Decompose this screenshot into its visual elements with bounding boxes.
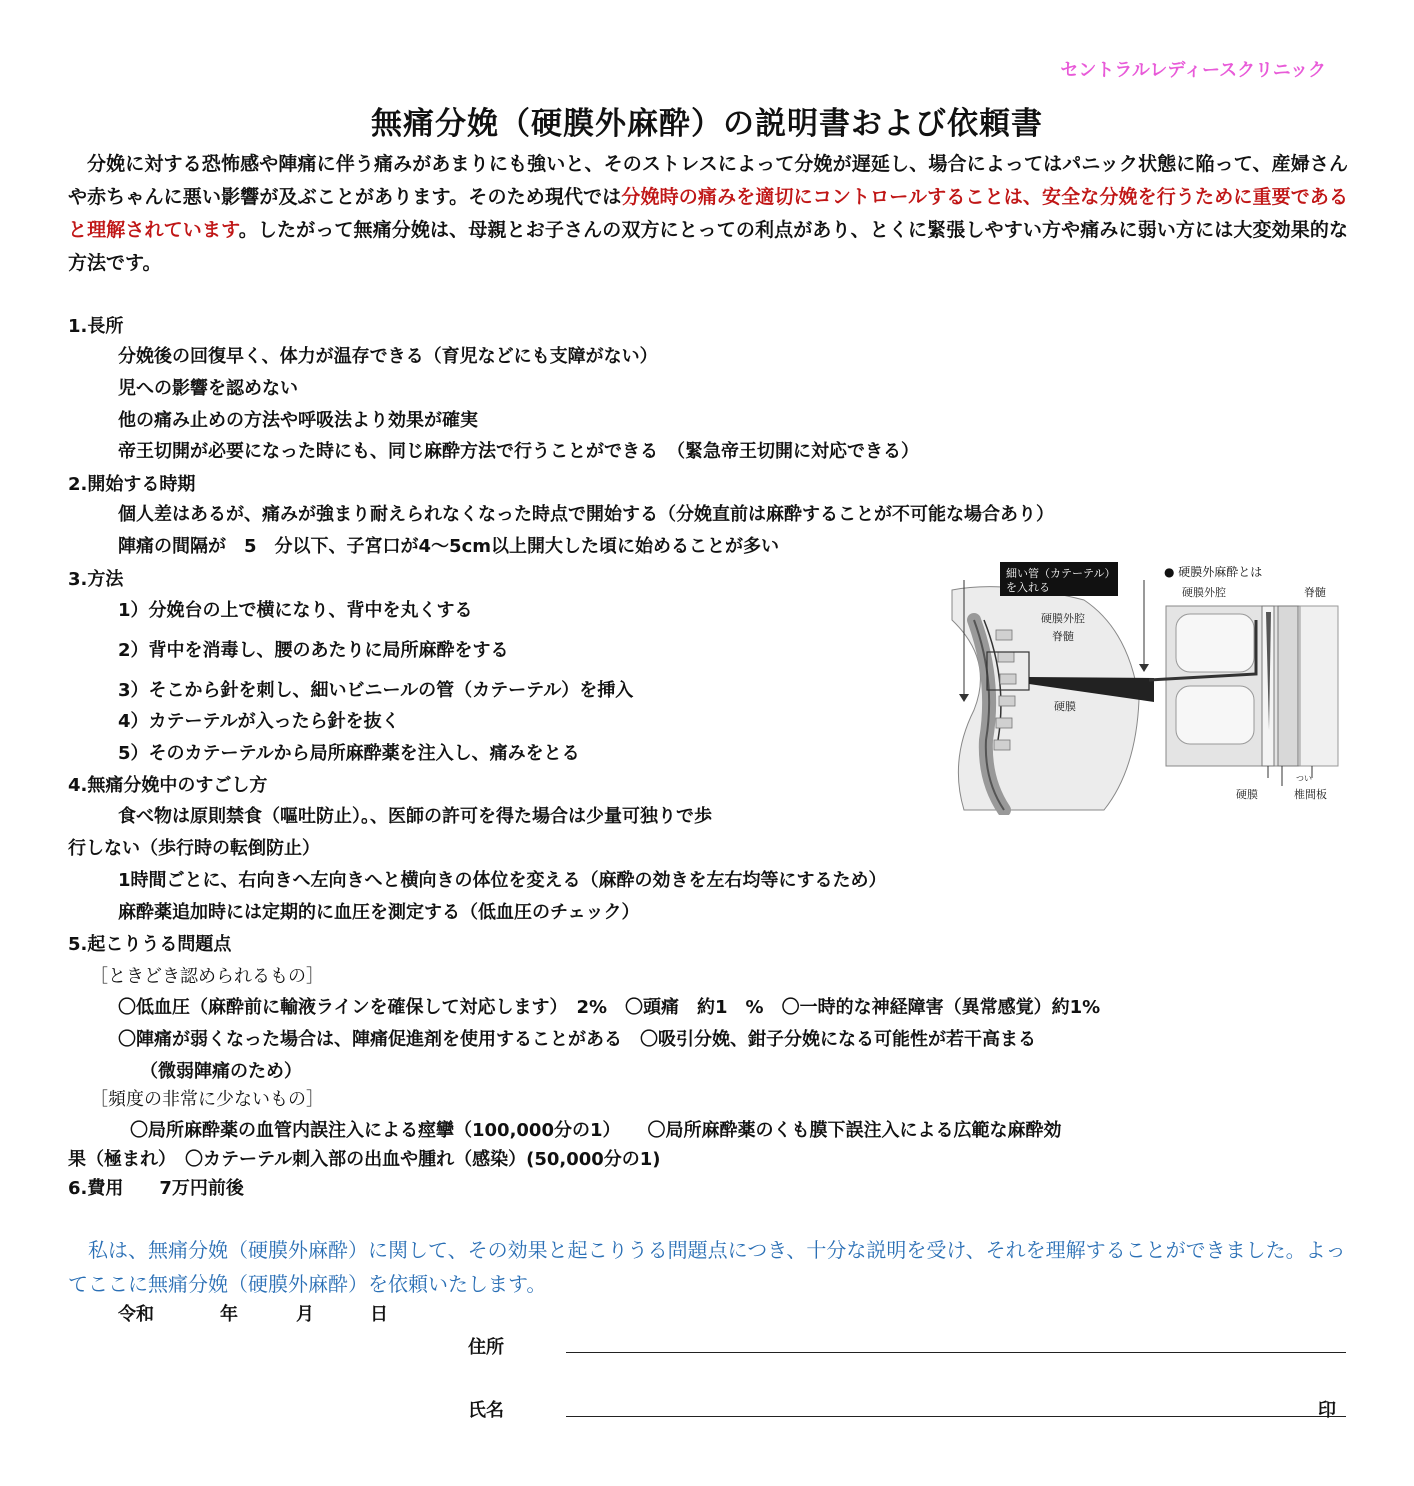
section-5-item: 〇陣痛が弱くなった場合は、陣痛促進剤を使用することがある 〇吸引分娩、鉗子分娩になる可能性が若干高まる <box>118 1029 1036 1050</box>
section-1-item: 分娩後の回復早く、体力が温存できる（育児などにも支障がない） <box>118 346 658 367</box>
consent-statement: 私は、無痛分娩（硬膜外麻酔）に関して、その効果と起こりうる問題点につき、十分な説明を受け、それを理解することができました。よってここに無痛分娩（硬膜外麻酔）を依頼いたします。 <box>68 1238 1346 1296</box>
right-disc-label: 椎間板 <box>1294 788 1327 801</box>
section-3-item: 2）背中を消毒し、腰のあたりに局所麻酔をする <box>118 640 509 661</box>
name-line[interactable] <box>566 1416 1346 1417</box>
section-3-heading: 3.方法 <box>68 569 124 590</box>
name-label: 氏名 <box>468 1400 504 1421</box>
section-5-item: （微弱陣痛のため） <box>140 1061 302 1082</box>
section-1-item: 児への影響を認めない <box>118 378 298 399</box>
epidural-illustration <box>944 560 1344 815</box>
clinic-name: セントラルレディースクリニック <box>1060 60 1326 81</box>
section-2-item: 陣痛の間隔が 5 分以下、子宮口が4～5cm以上開大した頃に始めることが多い <box>118 536 779 557</box>
section-1-item: 他の痛み止めの方法や呼吸法より効果が確実 <box>118 410 478 431</box>
spinal-cord-label: 脊髄 <box>1052 630 1074 643</box>
epidural-space-label: 硬膜外腔 <box>1041 612 1085 625</box>
section-5-heading: 5.起こりうる問題点 <box>68 934 232 955</box>
date-year-label: 年 <box>220 1304 238 1325</box>
section-4-item: 麻酔薬追加時には定期的に血圧を測定する（低血圧のチェック） <box>118 902 640 923</box>
date-era-label: 令和 <box>118 1304 154 1325</box>
section-5-subheading: ［頻度の非常に少ないもの］ <box>90 1089 324 1110</box>
section-4-item: 1時間ごとに、右向きへ左向きへと横向きの体位を変える（麻酔の効きを左右均等にするため） <box>118 870 887 891</box>
section-5-item: 〇低血圧（麻酔前に輸液ラインを確保して対応します） 2% 〇頭痛 約1 % 〇一時的な神経障害（異常感覚）約1% <box>118 997 1101 1018</box>
date-month-label: 月 <box>296 1304 314 1325</box>
section-3-item: 3）そこから針を刺し、細いビニールの管（カテーテル）を挿入 <box>118 680 634 701</box>
intro-text-2: 。したがって無痛分娩は、母親とお子さんの双方にとっての利点があり、とくに緊張しやすい方や痛みに弱い方には大変効果的な方法です。 <box>68 219 1349 274</box>
section-1-item: 帝王切開が必要になった時にも、同じ麻酔方法で行うことができる （緊急帝王切開に対応できる） <box>118 441 919 462</box>
address-label: 住所 <box>468 1337 504 1358</box>
section-3-item: 4）カテーテルが入ったら針を抜く <box>118 711 400 732</box>
section-4-item: 食べ物は原則禁食（嘔吐防止）。、医師の許可を得た場合は少量可独りで歩 <box>118 806 712 827</box>
seal-label: 印 <box>1318 1400 1336 1421</box>
intro-highlight: 分娩時の痛みを適切にコントロールすることは、安全な分娩を行うために重要であると理解されています <box>68 186 1348 241</box>
section-2-item: 個人差はあるが、痛みが強まり耐えられなくなった時点で開始する（分娩直前は麻酔することが不可能な場合あり） <box>118 504 1054 525</box>
section-3-item: 5）そのカテーテルから局所麻酔薬を注入し、痛みをとる <box>118 743 580 764</box>
section-4-item: 行しない（歩行時の転倒防止） <box>68 838 320 859</box>
intro-paragraph <box>68 148 1348 280</box>
page-title: 無痛分娩（硬膜外麻酔）の説明書および依頼書 <box>371 106 1043 142</box>
intro-text-1: 分娩に対する恐怖感や陣痛に伴う痛みがあまりにも強いと、そのストレスによって分娩が遅延し、場合によってはパニック状態に陥って、産婦さんや赤ちゃんに悪い影響が及ぶことがあります。そのため現代では <box>68 153 1348 208</box>
dura-label: 硬膜 <box>1054 700 1076 713</box>
catheter-label-1: 細い管（カテーテル） <box>1006 567 1116 580</box>
section-5-item: 果（極まれ） 〇カテーテル刺入部の出血や腫れ（感染）(50,000分の1) <box>68 1149 661 1170</box>
section-6-heading: 6.費用 7万円前後 <box>68 1178 244 1199</box>
section-5-item: 〇局所麻酔薬の血管内誤注入による痙攣（100,000分の1） 〇局所麻酔薬のくも膜下誤注入による広範な麻酔効 <box>130 1120 1062 1141</box>
right-epidural-label: 硬膜外腔 <box>1182 586 1226 599</box>
date-day-label: 日 <box>370 1304 388 1325</box>
right-ruby-label: つい <box>1296 774 1312 783</box>
right-panel-title: ● 硬膜外麻酔とは <box>1164 565 1263 579</box>
section-5-subheading: ［ときどき認められるもの］ <box>90 966 324 987</box>
address-line[interactable] <box>566 1352 1346 1353</box>
section-4-heading: 4.無痛分娩中のすごし方 <box>68 775 268 796</box>
section-2-heading: 2.開始する時期 <box>68 474 196 495</box>
section-1-heading: 1.長所 <box>68 316 124 337</box>
right-dura-label: 硬膜 <box>1236 788 1258 801</box>
right-spinal-label: 脊髄 <box>1304 586 1326 599</box>
section-3-item: 1）分娩台の上で横になり、背中を丸くする <box>118 600 473 621</box>
epidural-diagram <box>944 560 1344 815</box>
catheter-label-2: を入れる <box>1006 581 1050 594</box>
